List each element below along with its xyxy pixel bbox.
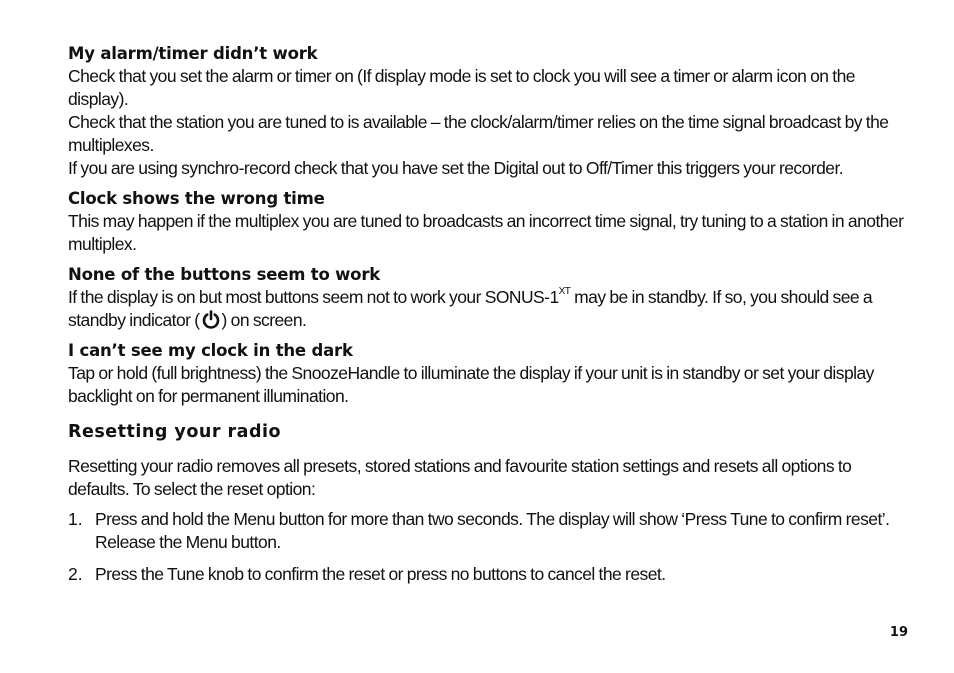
section-heading: My alarm/timer didn’t work (68, 44, 318, 63)
paragraph (68, 286, 908, 332)
page-number: 19 (889, 625, 908, 640)
step-text: Press and hold the Menu button for more than two seconds. The display will show ‘Press Tune to confirm reset’. Release the Menu button. (95, 509, 890, 552)
reset-steps (68, 508, 908, 586)
reset-heading: Resetting your radio (68, 422, 282, 442)
section-heading: Clock shows the wrong time (68, 189, 325, 208)
manual-page (68, 42, 908, 595)
paragraph-text: may be in standby. If so, you should see a standby indicator ( (68, 287, 873, 330)
paragraph: Check that you set the alarm or timer on (If display mode is set to clock you will see a timer or alarm icon on the display). (68, 66, 855, 109)
paragraph: If you are using synchro-record check that you have set the Digital out to Off/Timer this triggers your recorder. (68, 158, 844, 178)
paragraph: This may happen if the multiplex you are tuned to broadcasts an incorrect time signal, try tuning to a station in another multiplex. (68, 211, 904, 254)
step-text: Press the Tune knob to confirm the reset or press no buttons to cancel the reset. (95, 564, 666, 584)
step-item (68, 563, 908, 586)
power-icon (201, 310, 221, 330)
section-heading: None of the buttons seem to work (68, 265, 381, 284)
step-number: 2. (68, 564, 83, 584)
paragraph: Tap or hold (full brightness) the SnoozeHandle to illuminate the display if your unit is in standby or set your display backlight on for permanent illumination. (68, 363, 874, 406)
reset-intro: Resetting your radio removes all presets, stored stations and favourite station settings and resets all options to defaults. To select the reset option: (68, 456, 852, 499)
paragraph-text: ) on screen. (221, 310, 307, 330)
section-alarm-timer (68, 42, 908, 180)
section-clock-wrong (68, 187, 908, 256)
step-number: 1. (68, 509, 83, 529)
paragraph-text: If the display is on but most buttons seem not to work your SONUS-1 (68, 287, 559, 307)
section-heading: I can’t see my clock in the dark (68, 341, 353, 360)
section-clock-dark (68, 339, 908, 408)
model-superscript: XT (558, 286, 571, 298)
step-item (68, 508, 908, 554)
section-buttons (68, 263, 908, 332)
paragraph: Check that the station you are tuned to is available – the clock/alarm/timer relies on the time signal broadcast by the multiplexes. (68, 112, 889, 155)
